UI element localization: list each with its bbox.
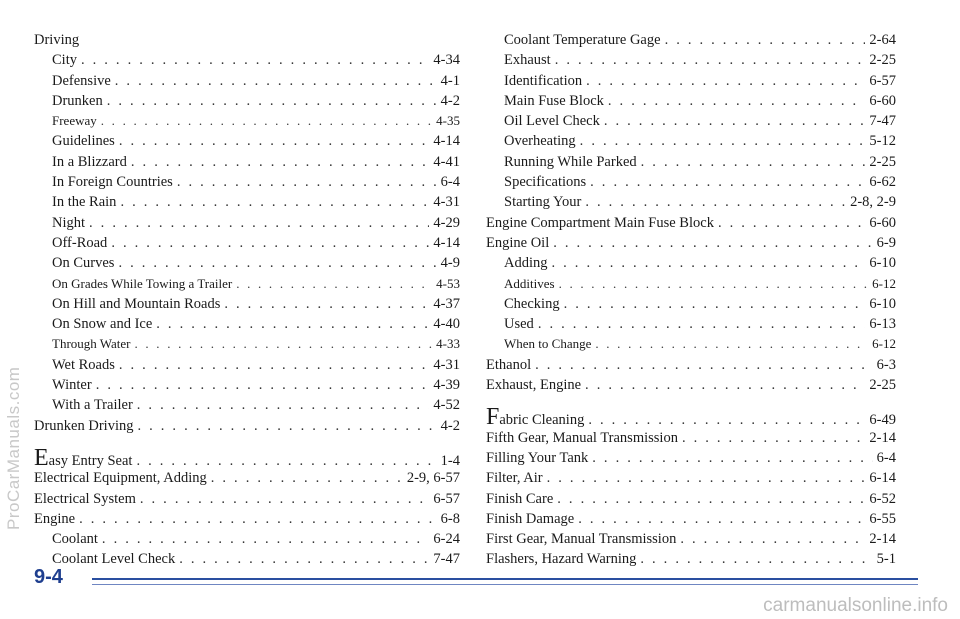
index-entry-page: 4-34 <box>433 52 460 69</box>
index-entry-page: 4-14 <box>433 133 460 150</box>
section-initial: F <box>486 404 500 431</box>
dot-leader <box>595 334 868 354</box>
index-entry-page: 6-57 <box>433 490 460 507</box>
index-entry-label: Electrical Equipment, Adding <box>34 470 207 487</box>
index-entry-label: Coolant Temperature Gage <box>504 32 661 48</box>
dot-leader <box>140 489 430 509</box>
index-entry-label: Identification <box>504 72 583 89</box>
index-entry <box>486 404 896 431</box>
index-entry-page: 6-52 <box>869 490 896 507</box>
index-entry <box>34 233 460 253</box>
index-entry-page: 5-12 <box>869 133 896 150</box>
index-entry <box>486 71 896 91</box>
index-entry-page: 4-9 <box>440 255 460 272</box>
index-entry <box>486 428 896 448</box>
index-entry-label: Additives <box>504 275 555 291</box>
dot-leader <box>553 233 872 253</box>
index-entry <box>34 529 460 549</box>
dot-leader <box>177 172 437 192</box>
dot-leader <box>137 416 436 436</box>
dot-leader <box>118 253 436 273</box>
index-entry <box>486 489 896 509</box>
dot-leader <box>592 448 872 468</box>
index-entry <box>34 131 460 151</box>
index-entry-label: Running While Parked <box>504 153 637 170</box>
index-entry-page: 2-64 <box>869 32 896 48</box>
index-column-right <box>486 30 896 570</box>
index-entry-page: 2-8, 2-9 <box>850 194 896 211</box>
dot-leader <box>585 375 865 395</box>
index-entry-page: 4-2 <box>440 92 460 109</box>
index-entry-label: When to Change <box>504 336 592 352</box>
index-entry <box>34 274 460 294</box>
index-entry-page: 6-12 <box>872 336 896 352</box>
index-entry <box>486 172 896 192</box>
index-entry <box>486 294 896 314</box>
dot-leader <box>111 233 429 253</box>
index-entry <box>486 529 896 549</box>
index-entry <box>486 50 896 70</box>
index-entry-page: 4-37 <box>433 295 460 312</box>
index-entry-label: Drunken <box>52 92 103 109</box>
index-entry-page: 7-47 <box>869 113 896 130</box>
index-entry-label: Finish Damage <box>486 510 575 527</box>
dot-leader <box>640 549 872 569</box>
index-entry-page: 4-39 <box>433 377 460 394</box>
index-entry <box>34 50 460 70</box>
index-entry-label: Exhaust, Engine <box>486 377 582 394</box>
index-entry-page: 6-60 <box>869 92 896 109</box>
index-entry <box>486 375 896 395</box>
dot-leader <box>682 428 865 448</box>
index-entry-page: 7-47 <box>433 551 460 568</box>
index-entry-page: 4-31 <box>433 194 460 211</box>
index-entry <box>486 253 896 273</box>
index-entry-page: 4-33 <box>436 336 460 352</box>
index-entry <box>34 355 460 375</box>
dot-leader <box>135 334 433 354</box>
index-entry-label: With a Trailer <box>52 397 133 414</box>
index-entry-page: 6-3 <box>876 356 896 373</box>
index-entry-page: 4-40 <box>433 316 460 333</box>
index-entry-label: Defensive <box>52 72 111 89</box>
index-entry-label: First Gear, Manual Transmission <box>486 531 677 548</box>
dot-leader <box>89 213 429 233</box>
dot-leader <box>641 152 866 172</box>
index-entry-label: Finish Care <box>486 490 554 507</box>
index-entry-label: On Snow and Ice <box>52 316 153 333</box>
index-entry <box>34 416 460 436</box>
index-entry-page: 2-14 <box>869 429 896 446</box>
index-entry <box>34 71 460 91</box>
index-entry-page: 6-24 <box>433 531 460 548</box>
dot-leader <box>665 30 866 50</box>
dot-leader <box>552 253 866 273</box>
dot-leader <box>586 71 865 91</box>
dot-leader <box>107 91 437 111</box>
index-entry-page: 2-25 <box>869 153 896 170</box>
dot-leader <box>538 314 866 334</box>
index-entry <box>34 444 460 471</box>
index-entry-page: 4-1 <box>440 72 460 89</box>
dot-leader <box>578 509 865 529</box>
index-entry <box>34 509 460 529</box>
dot-leader <box>115 71 437 91</box>
index-entry-page: 4-14 <box>433 234 460 251</box>
index-entry-label: Engine Oil <box>486 234 550 251</box>
index-entry-page: 6-4 <box>876 449 896 466</box>
index-entry <box>486 509 896 529</box>
bottom-watermark: carmanualsonline.info <box>763 595 948 616</box>
dot-leader <box>224 294 429 314</box>
dot-leader <box>81 50 429 70</box>
index-entry-text: abric Cleaning <box>499 412 585 429</box>
index-entry <box>486 549 896 569</box>
section-gap <box>34 436 460 448</box>
index-entry <box>486 111 896 131</box>
index-entry <box>486 314 896 334</box>
index-entry-page: 1-4 <box>440 452 460 469</box>
index-entry <box>34 334 460 354</box>
index-entry-label: Flashers, Hazard Warning <box>486 551 637 568</box>
index-entry-page: 4-29 <box>433 214 460 231</box>
index-entry-page: 6-9 <box>876 234 896 251</box>
index-entry-label: Used <box>504 316 534 333</box>
index-entry <box>34 395 460 415</box>
index-entry-label: Guidelines <box>52 133 115 150</box>
index-entry-page: 6-60 <box>869 214 896 231</box>
dot-leader <box>119 131 430 151</box>
dot-leader <box>608 91 866 111</box>
dot-leader <box>559 274 869 294</box>
index-entry <box>486 274 896 294</box>
index-entry-label: Coolant <box>52 531 98 548</box>
index-entry-label: Specifications <box>504 174 587 191</box>
dot-leader <box>557 489 865 509</box>
dot-leader <box>96 375 430 395</box>
dot-leader <box>131 152 430 172</box>
index-entry-label: Starting Your <box>504 194 582 211</box>
page-number: 9-4 <box>34 566 63 588</box>
index-entry-label: Filter, Air <box>486 470 543 487</box>
index-entry-page: 4-52 <box>433 397 460 414</box>
index-entry <box>486 91 896 111</box>
index-entry <box>486 152 896 172</box>
index-entry-label: Engine <box>34 510 76 527</box>
index-entry-label: Checking <box>504 295 560 312</box>
side-watermark: ProCarManuals.com <box>4 366 23 530</box>
dot-leader <box>211 468 403 488</box>
index-entry-page: 6-12 <box>872 275 896 291</box>
index-entry <box>34 314 460 334</box>
index-entry-label: Engine Compartment Main Fuse Block <box>486 214 714 231</box>
index-entry-page: 6-4 <box>440 174 460 191</box>
index-entry-label: Oil Level Check <box>504 113 600 130</box>
section-gap <box>486 395 896 407</box>
index-entry-page: 2-25 <box>869 52 896 69</box>
dot-leader <box>564 294 866 314</box>
index-entry <box>34 375 460 395</box>
index-entry <box>486 30 896 50</box>
dot-leader <box>79 509 437 529</box>
index-entry-label: On Hill and Mountain Roads <box>52 295 221 312</box>
index-entry-page: 2-9, 6-57 <box>406 470 460 487</box>
index-entry-label: On Curves <box>52 255 115 272</box>
index-entry <box>34 489 460 509</box>
index-entry-label: Electrical System <box>34 490 136 507</box>
dot-leader <box>156 314 429 334</box>
index-entry <box>486 448 896 468</box>
index-entry <box>486 468 896 488</box>
footer-rule-thin <box>92 584 918 585</box>
index-entry-label: Adding <box>504 255 548 272</box>
index-entry-label: Fifth Gear, Manual Transmission <box>486 429 678 446</box>
index-entry-label: Main Fuse Block <box>504 92 604 109</box>
index-entry-page: 6-62 <box>869 174 896 191</box>
index-entry <box>34 294 460 314</box>
dot-leader <box>580 131 866 151</box>
index-entry <box>34 468 460 488</box>
index-entry <box>34 152 460 172</box>
index-entry <box>34 549 460 569</box>
index-entry-page: 2-25 <box>869 377 896 394</box>
dot-leader <box>680 529 865 549</box>
index-entry-label: In the Rain <box>52 194 117 211</box>
index-entry-page: 6-10 <box>869 295 896 312</box>
dot-leader <box>120 192 429 212</box>
dot-leader <box>236 274 432 294</box>
index-entry-label: Coolant Level Check <box>52 551 176 568</box>
index-entry <box>34 213 460 233</box>
index-entry-label: In Foreign Countries <box>52 174 173 191</box>
index-entry-label: Exhaust <box>504 52 551 69</box>
index-entry-page: 4-35 <box>436 113 460 129</box>
index-entry-page: 6-57 <box>869 72 896 89</box>
index-entry <box>486 131 896 151</box>
dot-leader <box>137 395 430 415</box>
index-entry-label: Through Water <box>52 336 131 352</box>
index-entry-page: 6-14 <box>869 470 896 487</box>
dot-leader <box>179 549 429 569</box>
index-entry <box>34 253 460 273</box>
dot-leader <box>535 355 873 375</box>
index-entry-label: In a Blizzard <box>52 153 127 170</box>
dot-leader <box>718 213 865 233</box>
footer-rule <box>92 578 918 580</box>
index-entry-text: asy Entry Seat <box>48 452 133 469</box>
index-entry-label: Wet Roads <box>52 356 115 373</box>
index-entry-page: 6-8 <box>440 510 460 527</box>
index-entry-label: Night <box>52 214 86 231</box>
index-heading: Driving <box>34 32 80 48</box>
index-entry <box>34 111 460 131</box>
index-entry-label: Freeway <box>52 113 97 129</box>
index-entry-page: 5-1 <box>876 551 896 568</box>
index-entry-page: 6-49 <box>869 412 896 429</box>
section-initial: E <box>34 444 49 471</box>
index-entry-page: 4-31 <box>433 356 460 373</box>
dot-leader <box>604 111 866 131</box>
index-entry-label: On Grades While Towing a Trailer <box>52 275 233 291</box>
index-entry-label: City <box>52 52 77 69</box>
index-entry <box>486 192 896 212</box>
index-entry-page: 6-55 <box>869 510 896 527</box>
dot-leader <box>555 50 866 70</box>
index-entry <box>486 334 896 354</box>
index-entry-page: 6-13 <box>869 316 896 333</box>
index-entry-page: 4-53 <box>436 275 460 291</box>
index-entry-page: 2-14 <box>869 531 896 548</box>
dot-leader <box>585 192 846 212</box>
index-entry <box>486 355 896 375</box>
index-entry-label: Overheating <box>504 133 576 150</box>
index-column-left <box>34 30 460 570</box>
dot-leader <box>547 468 866 488</box>
index-entry <box>486 233 896 253</box>
index-entry <box>486 213 896 233</box>
index-entry <box>34 91 460 111</box>
index-entry-page: 4-41 <box>433 153 460 170</box>
index-entry <box>34 172 460 192</box>
index-entry-label: Off-Road <box>52 234 108 251</box>
dot-leader <box>102 529 429 549</box>
index-entry-label: Winter <box>52 377 92 394</box>
index-entry <box>34 192 460 212</box>
index-entry-label: Filling Your Tank <box>486 449 589 466</box>
index-entry-page: 4-2 <box>440 417 460 434</box>
index-entry-page: 6-10 <box>869 255 896 272</box>
dot-leader <box>119 355 430 375</box>
dot-leader <box>101 111 432 131</box>
index-entry-label: Ethanol <box>486 356 532 373</box>
index-entry-label: Drunken Driving <box>34 417 134 434</box>
dot-leader <box>590 172 865 192</box>
